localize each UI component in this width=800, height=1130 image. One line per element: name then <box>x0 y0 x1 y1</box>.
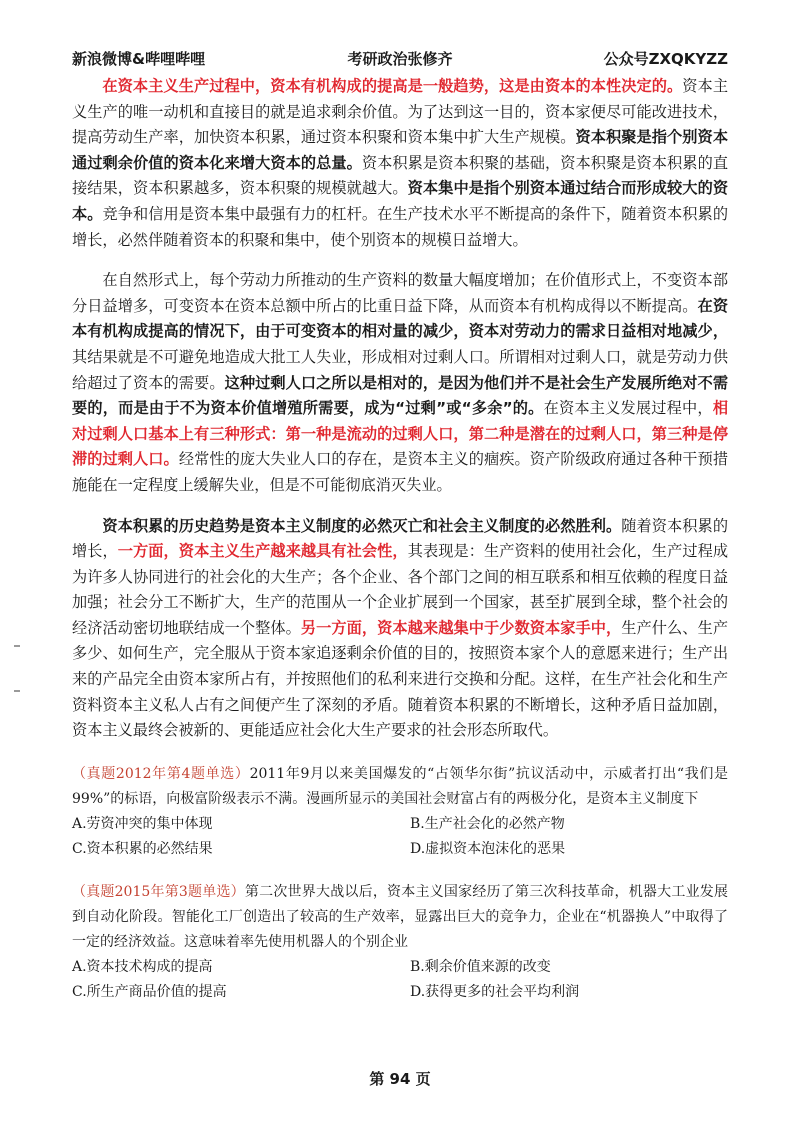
text-segment: 经常性的庞大失业人口的存在，是资本主义的痼疾。资产阶级政府通过各种干预措施能在一定程度上缓解失业，但是不可能彻底消灭失业。 <box>72 450 729 494</box>
text-segment: 随着资本积累的增长， <box>72 516 729 561</box>
paragraph-capital-accumulation <box>72 74 728 253</box>
page-number: 第 94 页 <box>369 1070 431 1088</box>
option-b: B.剩余价值来源的改变 <box>410 958 551 975</box>
text-segment: 在资本主义发展过程中， <box>543 399 713 418</box>
text-segment: 其结果就是不可避免地造成大批工人失业，形成相对过剩人口。所谓相对过剩人口，就是劳动力供给超过了资本的需要。 <box>72 347 728 392</box>
exam-question-2012-q4 <box>72 762 728 862</box>
text-segment: 资本积累是资本积聚的基础，资本积聚是资本积累的直接结果，资本积累越多，资本积聚的规模就越大。 <box>72 153 729 198</box>
text-segment: 资本主义生产的唯一动机和直接目的就是追求剩余价值。为了达到这一目的，资本家便尽可能改进技术，提高劳动生产率，加快资本积累，通过资本积聚和资本集中扩大生产规模。 <box>72 77 729 147</box>
highlight-three-forms: 相对过剩人口基本上有三种形式：第一种是流动的过剩人口，第二种是潜在的过剩人口，第三种是停滞的过剩人口。 <box>72 399 729 469</box>
bold-historical-tendency: 资本积累的历史趋势是资本主义制度的必然灭亡和社会主义制度的必然胜利。 <box>102 516 622 535</box>
paragraph-relative-surplus-population <box>72 268 728 498</box>
question-source-tag: （真题2015年第3题单选） <box>72 883 245 900</box>
header-author: 考研政治张修齐 <box>347 50 453 68</box>
question-source-tag: （真题2012年第4题单选） <box>72 765 250 782</box>
question-stem <box>72 880 728 955</box>
question-text: 2011年9月以来美国爆发的“占领华尔街”抗议活动中，示威者打出“我们是99%”的标语，向极富阶级表示不满。漫画所显示的美国社会财富占有的两极分化，是资本主义制度下 <box>72 765 728 807</box>
binding-mark <box>14 645 20 647</box>
page-content <box>72 74 728 1005</box>
question-stem <box>72 762 728 812</box>
exam-question-2015-q3 <box>72 880 728 1005</box>
answer-options <box>72 812 728 862</box>
bold-labor-demand-decrease: 在资本有机构成提高的情况下，由于可变资本的相对量的减少，资本对劳动力的需求日益相对地减少， <box>72 296 729 341</box>
definition-capital-concentration: 资本积聚是指个别资本通过剩余价值的资本化来增大资本的总量。 <box>72 128 729 172</box>
option-c: C.资本积累的必然结果 <box>72 840 213 857</box>
option-d: D.获得更多的社会平均利润 <box>410 983 580 1000</box>
option-a: A.资本技术构成的提高 <box>72 958 213 975</box>
header-wechat-account: 公众号ZXQKYZZ <box>603 50 728 68</box>
answer-options <box>72 955 728 1005</box>
text-segment: 竞争和信用是资本集中最强有力的杠杆。在生产技术水平不断提高的条件下，随着资本积累的增长，必然伴随着资本的积聚和集中，使个别资本的规模日益增大。 <box>72 204 729 249</box>
highlight-socialized-production: 一方面，资本主义生产越来越具有社会性， <box>117 542 408 561</box>
option-a: A.劳资冲突的集中体现 <box>72 815 213 832</box>
option-b: B.生产社会化的必然产物 <box>410 815 565 832</box>
definition-capital-centralization: 资本集中是指个别资本通过结合而形成较大的资本。 <box>72 179 729 223</box>
option-d: D.虚拟资本泡沫化的恶果 <box>410 840 566 857</box>
bold-relative-surplus-reason: 这种过剩人口之所以是相对的，是因为他们并不是社会生产发展所绝对不需要的，而是由于不为资本价值增殖所需要，成为“过剩”或“多余”的。 <box>72 373 729 418</box>
highlight-capital-concentration-hands: 另一方面，资本越来越集中于少数资本家手中， <box>300 618 622 637</box>
paragraph-historical-tendency <box>72 514 728 744</box>
text-segment: 其表现是：生产资料的使用社会化，生产过程成为许多人协同进行的社会化的大生产；各个企业、各个部门之间的相互联系和相互依赖的程度日益加强；社会分工不断扩大，生产的范围从一个企业扩展到一个国家，甚至扩展到全球，整个社会的经济活动密切地联结成一个整体。 <box>72 542 729 637</box>
highlight-organic-composition-trend: 在资本主义生产过程中，资本有机构成的提高是一般趋势，这是由资本的本性决定的。 <box>102 77 683 95</box>
text-segment: 生产什么、生产多少、如何生产，完全服从于资本家追逐剩余价值的目的，按照资本家个人的意愿来进行；生产出来的产品完全由资本家所占有，并按照他们的私利来进行交换和分配。这样，在生产社会化和生产资料资本主义私人占有之间便产生了深刻的矛盾。随着资本积累的不断增长，这种矛盾日益加剧，资本主义最终会被新的、更能适应社会化大生产要求的社会形态所取代。 <box>72 618 729 740</box>
page-header <box>72 48 728 70</box>
binding-mark <box>14 690 20 692</box>
question-text: 第二次世界大战以后，资本主义国家经历了第三次科技革命，机器大工业发展到自动化阶段。智能化工厂创造出了较高的生产效率，显露出巨大的竞争力，企业在“机器换人”中取得了一定的经济效益。这意味着率先使用机器人的个别企业 <box>72 883 728 950</box>
text-segment: 在自然形式上，每个劳动力所推动的生产资料的数量大幅度增加；在价值形式上，不变资本部分日益增多，可变资本在资本总额中所占的比重日益下降，从而资本有机构成得以不断提高。 <box>72 271 728 315</box>
option-c: C.所生产商品价值的提高 <box>72 983 227 1000</box>
header-weibo-bilibili: 新浪微博&哔哩哔哩 <box>72 50 206 68</box>
